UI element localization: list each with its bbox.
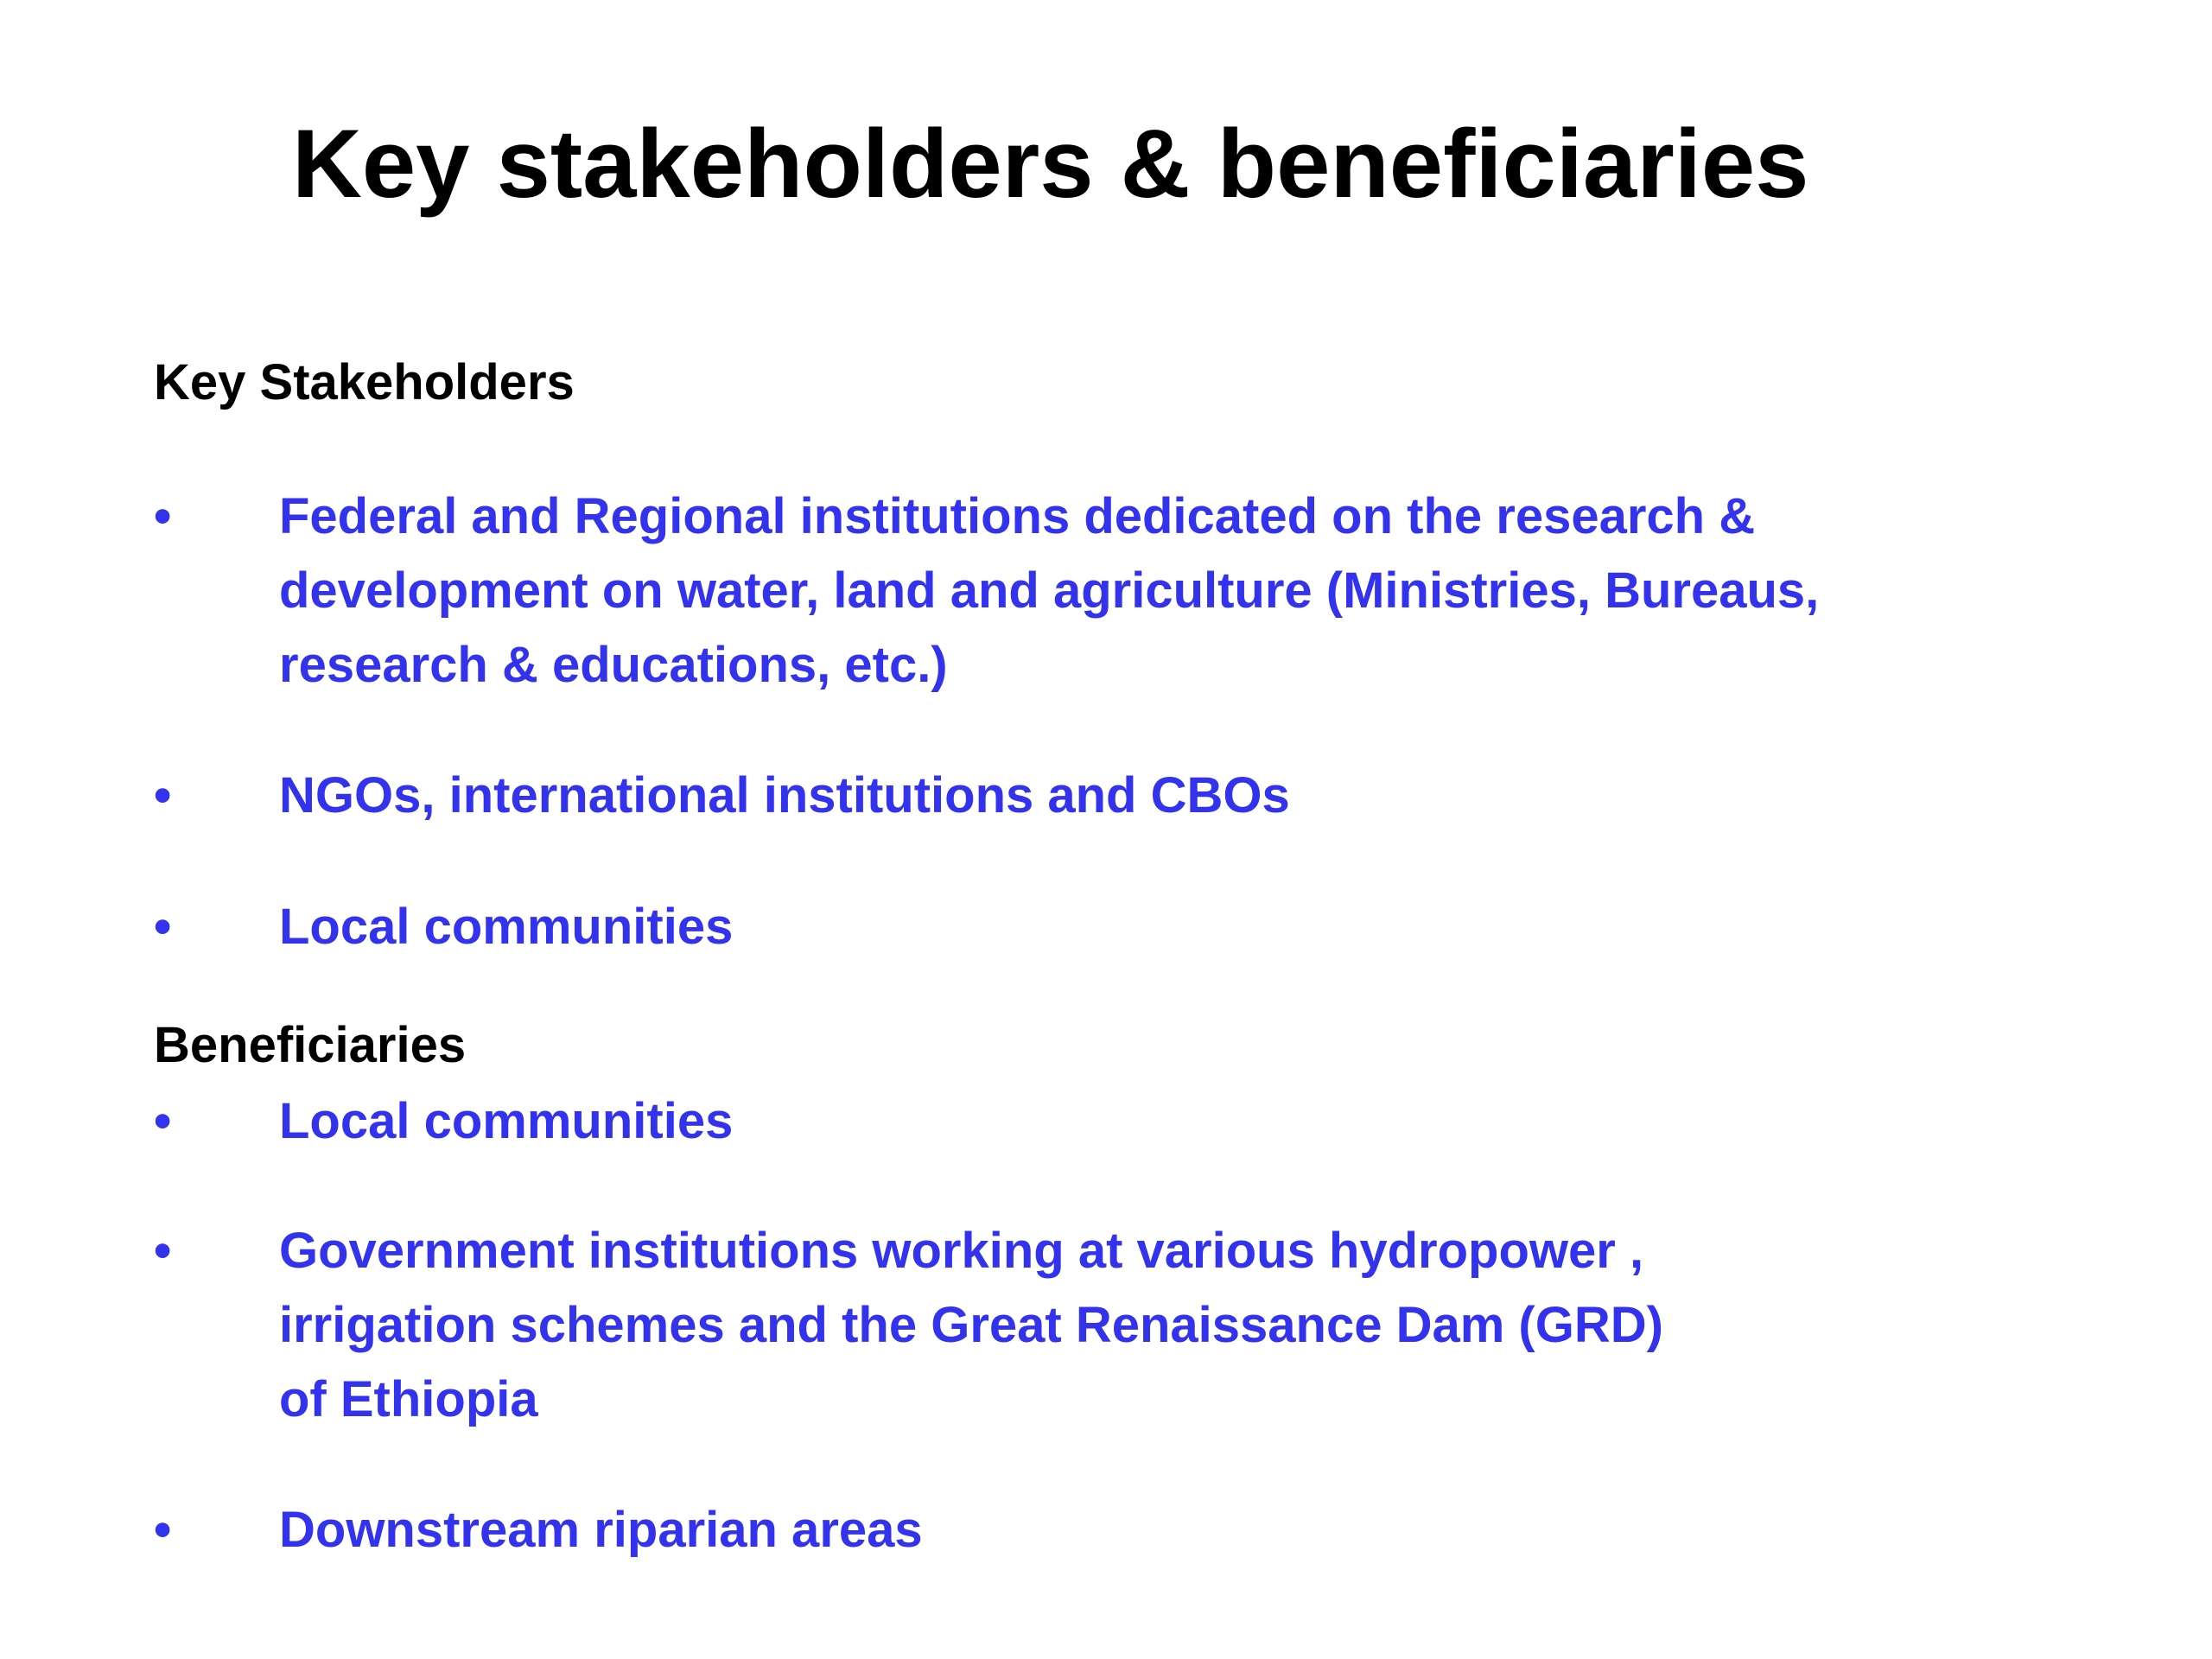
stakeholders-heading: Key Stakeholders [154, 354, 575, 410]
beneficiary-item-government-institutions [154, 1214, 2089, 1437]
beneficiary-item-text [279, 1493, 2089, 1567]
beneficiaries-heading: Beneficiaries [154, 1017, 467, 1073]
text-line: Downstream riparian areas [279, 1502, 923, 1558]
bullet-icon: • [154, 899, 172, 955]
text-line: Local communities [279, 899, 734, 955]
beneficiary-item-text [279, 1214, 2089, 1437]
bullet-icon: • [154, 1093, 172, 1149]
beneficiary-item-text [279, 1084, 2089, 1159]
bullet-icon: • [154, 1223, 172, 1279]
stakeholder-item-federal-regional [154, 480, 2089, 702]
bullet-icon: • [154, 1502, 172, 1558]
text-line: of Ethiopia [279, 1371, 538, 1427]
stakeholder-item-text [279, 890, 2089, 964]
text-line: research & educations, etc.) [279, 637, 948, 693]
text-line: Local communities [279, 1093, 734, 1149]
text-line: NGOs, international institutions and CBOs [279, 767, 1290, 823]
text-line: development on water, land and agriculture (Ministries, Bureaus, [279, 563, 1820, 619]
text-line: Federal and Regional institutions dedicated on the research & [279, 488, 1756, 544]
stakeholder-item-text [279, 759, 2089, 833]
text-line: Government institutions working at various hydropower , [279, 1223, 1644, 1279]
text-line: irrigation schemes and the Great Renaissance Dam (GRD) [279, 1297, 1663, 1353]
bullet-icon: • [154, 488, 172, 544]
stakeholder-item-text [279, 480, 2089, 702]
slide-title: Key stakeholders & beneficiaries [292, 110, 1809, 218]
beneficiary-item-local-communities [154, 1084, 2089, 1159]
stakeholder-item-local-communities [154, 890, 2089, 964]
beneficiary-item-downstream [154, 1493, 2089, 1567]
stakeholder-item-ngos [154, 759, 2089, 833]
bullet-icon: • [154, 767, 172, 823]
